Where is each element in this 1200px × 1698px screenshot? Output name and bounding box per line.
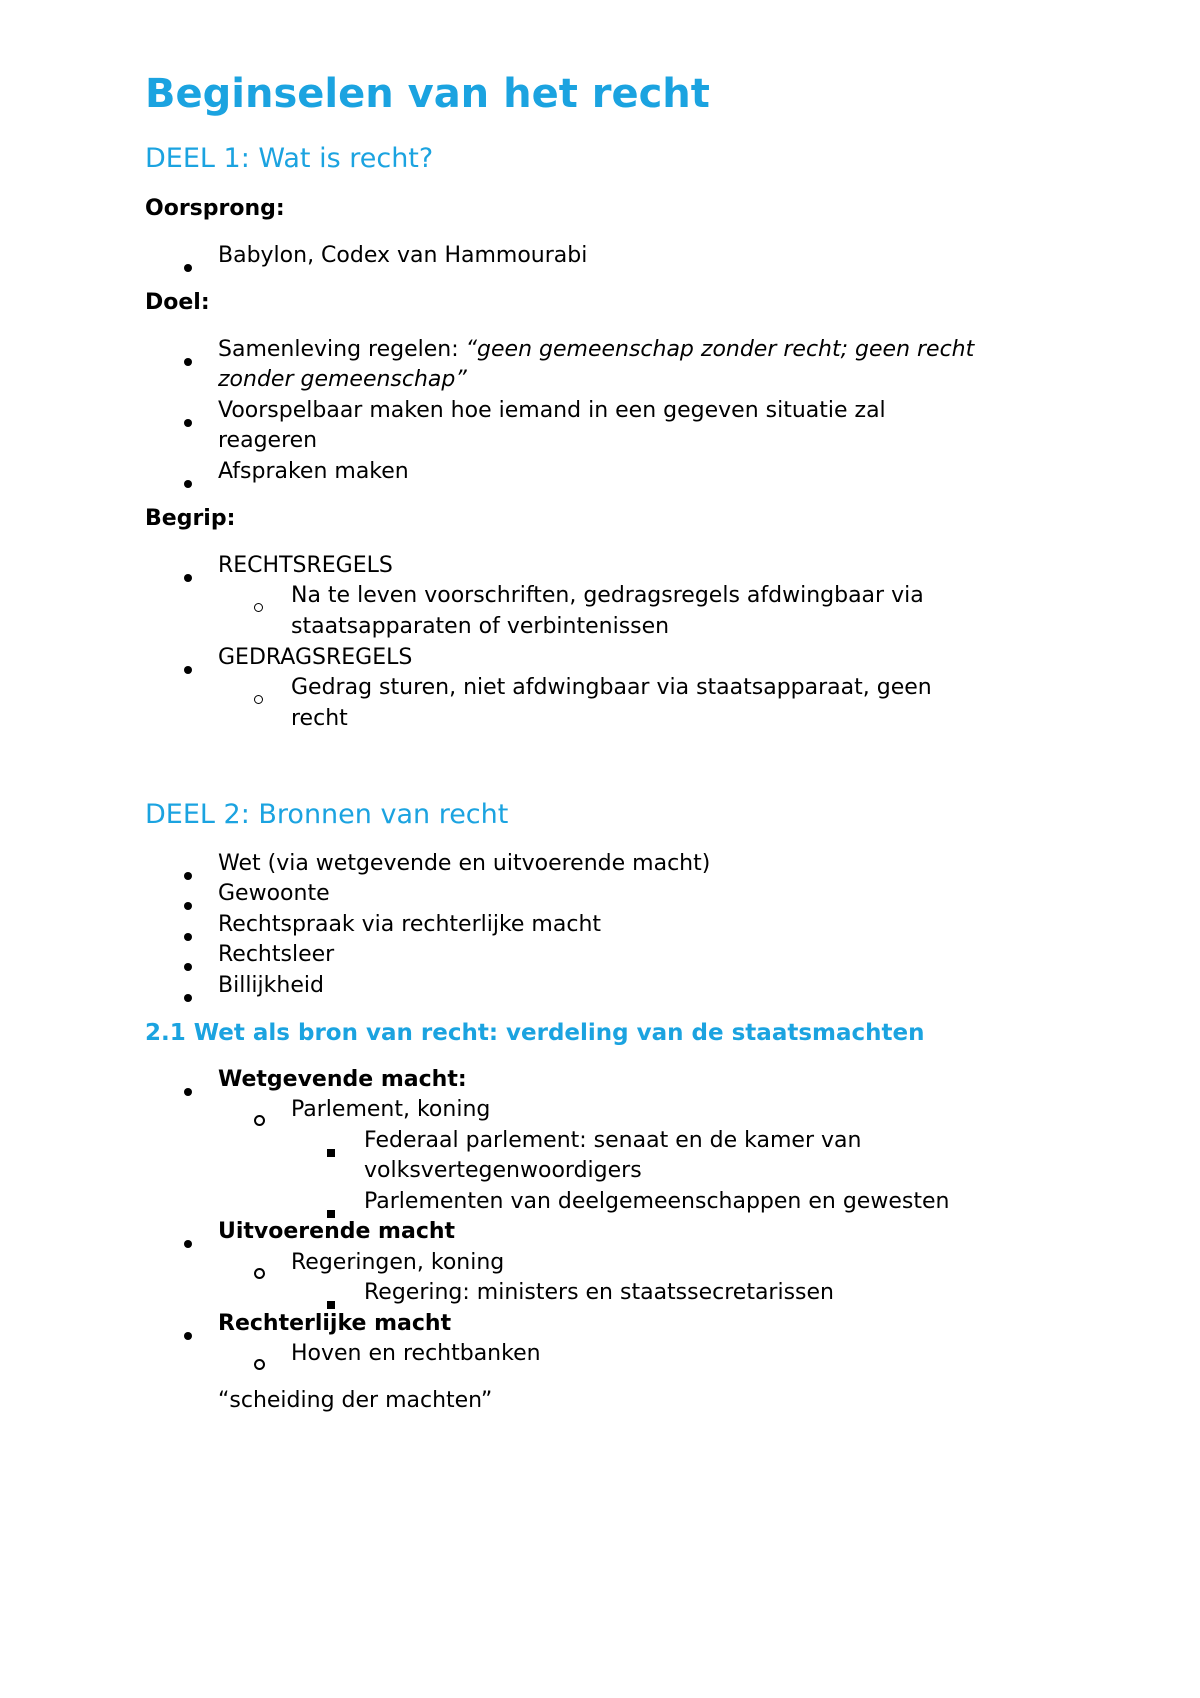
begrip-item-1-sub: Na te leven voorschriften, gedragsregels afdwingbaar via <box>291 583 924 608</box>
begrip-label: Begrip: <box>145 506 236 531</box>
doel-item-1-quote: “geen gemeenschap zonder recht; geen recht <box>465 337 975 362</box>
wetgevende-macht-label: Wetgevende macht: <box>218 1067 467 1092</box>
uitvoerende-macht-label: Uitvoerende macht <box>218 1219 456 1244</box>
begrip-item-2-sub-cont: recht <box>291 706 348 731</box>
doel-item-2: Voorspelbaar maken hoe iemand in een gegeven situatie zal <box>218 398 886 423</box>
bullet-square-icon <box>327 1136 335 1166</box>
doel-item-1 <box>218 335 974 365</box>
deel2-heading: DEEL 2: Bronnen van recht <box>145 799 509 830</box>
bron-item-2: Gewoonte <box>218 881 330 906</box>
bron-item-3: Rechtspraak via rechterlijke macht <box>218 912 602 937</box>
deel1-heading: DEEL 1: Wat is recht? <box>145 143 434 174</box>
bullet-circle-icon <box>254 1258 265 1288</box>
bullet-dot-icon <box>184 406 192 436</box>
bullet-dot-icon <box>184 653 192 683</box>
rechterlijke-macht-label: Rechterlijke macht <box>218 1311 452 1336</box>
uitvoerende-macht-subsub: Regering: ministers en staatssecretarissen <box>364 1280 834 1305</box>
document-title: Beginselen van het recht <box>145 71 710 117</box>
bron-item-5: Billijkheid <box>218 973 324 998</box>
bullet-dot-icon <box>184 251 192 281</box>
oorsprong-label: Oorsprong: <box>145 196 285 221</box>
bullet-dot-icon <box>184 1319 192 1349</box>
bullet-dot-icon <box>184 950 192 980</box>
bullet-dot-icon <box>184 981 192 1011</box>
wetgevende-macht-subsub-1: Federaal parlement: senaat en de kamer van <box>364 1128 862 1153</box>
rechterlijke-macht-sub: Hoven en rechtbanken <box>291 1341 541 1366</box>
begrip-item-2-sub: Gedrag sturen, niet afdwingbaar via staatsapparaat, geen <box>291 675 932 700</box>
bullet-dot-icon <box>184 889 192 919</box>
bullet-circle-icon <box>254 1349 265 1379</box>
bullet-circle-icon <box>254 1105 265 1135</box>
begrip-item-1-sub-cont: staatsapparaten of verbintenissen <box>291 614 670 639</box>
bullet-dot-icon <box>184 1075 192 1105</box>
scheiding-quote: “scheiding der machten” <box>218 1388 493 1413</box>
bullet-dot-icon <box>184 467 192 497</box>
bullet-dot-icon <box>184 345 192 375</box>
begrip-item-1: RECHTSREGELS <box>218 553 393 578</box>
bullet-dot-icon <box>184 920 192 950</box>
oorsprong-item: Babylon, Codex van Hammourabi <box>218 243 588 268</box>
bullet-dot-icon <box>184 1227 192 1257</box>
doel-item-3: Afspraken maken <box>218 459 409 484</box>
uitvoerende-macht-sub: Regeringen, koning <box>291 1250 505 1275</box>
doel-label: Doel: <box>145 290 210 315</box>
wetgevende-macht-subsub-2: Parlementen van deelgemeenschappen en gewesten <box>364 1189 950 1214</box>
wetgevende-macht-subsub-1-cont: volksvertegenwoordigers <box>364 1158 642 1183</box>
bullet-circle-icon <box>254 683 263 713</box>
bullet-dot-icon <box>184 859 192 889</box>
bron-item-4: Rechtsleer <box>218 942 335 967</box>
doel-item-1-prefix: Samenleving regelen: <box>218 337 466 362</box>
begrip-item-2: GEDRAGSREGELS <box>218 645 413 670</box>
bullet-circle-icon <box>254 591 263 621</box>
bron-item-1: Wet (via wetgevende en uitvoerende macht) <box>218 851 711 876</box>
wetgevende-macht-sub: Parlement, koning <box>291 1097 491 1122</box>
doel-item-2-cont: reageren <box>218 428 318 453</box>
bullet-dot-icon <box>184 561 192 591</box>
section-2-1-heading: 2.1 Wet als bron van recht: verdeling van de staatsmachten <box>145 1020 925 1046</box>
doel-item-1-quote-cont: zonder gemeenschap” <box>218 367 467 392</box>
